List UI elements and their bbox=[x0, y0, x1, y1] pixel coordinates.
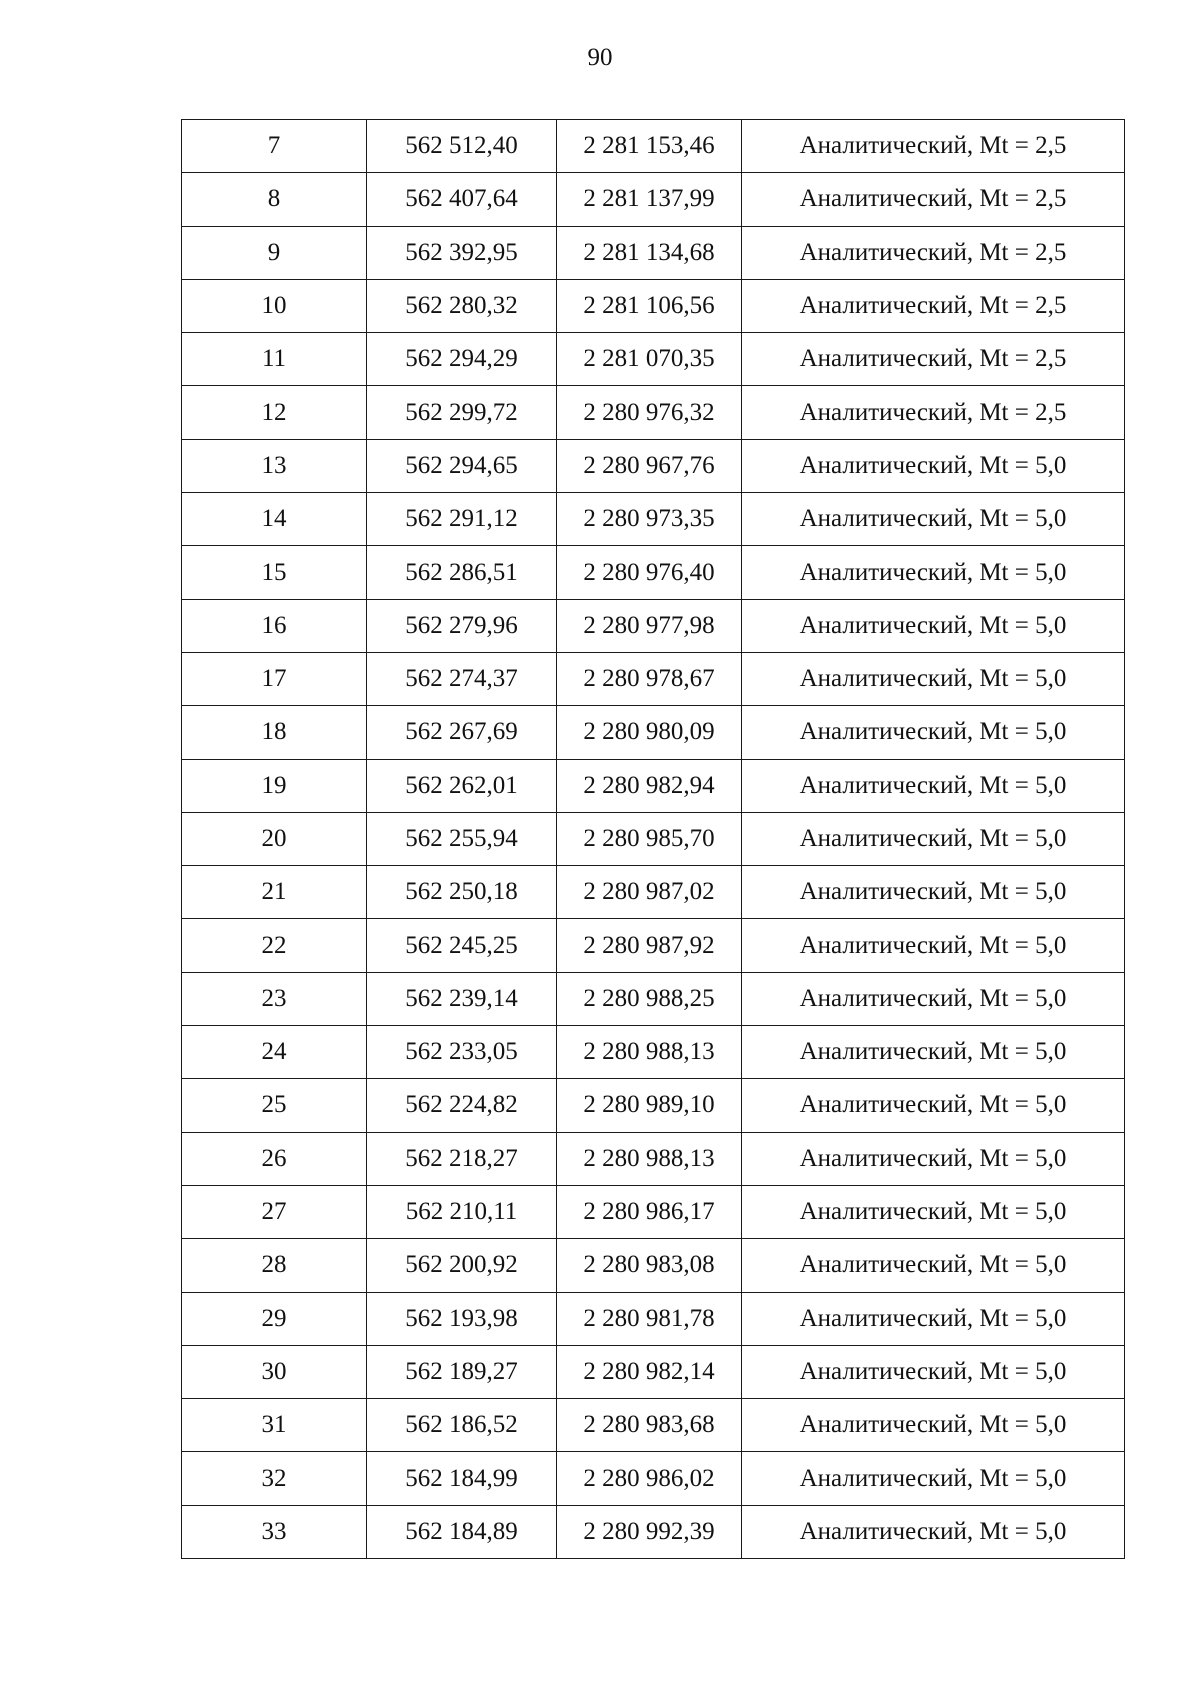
x-coordinate-cell: 562 280,32 bbox=[367, 279, 557, 332]
y-coordinate-cell: 2 281 137,99 bbox=[557, 173, 742, 226]
x-coordinate-cell: 562 218,27 bbox=[367, 1132, 557, 1185]
coordinates-table-body bbox=[182, 120, 1125, 1559]
table-row bbox=[182, 1292, 1125, 1345]
table-row bbox=[182, 173, 1125, 226]
method-cell: Аналитический, Mt = 5,0 bbox=[742, 1292, 1125, 1345]
point-number-cell: 11 bbox=[182, 333, 367, 386]
x-coordinate-cell: 562 279,96 bbox=[367, 599, 557, 652]
method-cell: Аналитический, Mt = 5,0 bbox=[742, 1452, 1125, 1505]
y-coordinate-cell: 2 281 070,35 bbox=[557, 333, 742, 386]
point-number-cell: 13 bbox=[182, 439, 367, 492]
x-coordinate-cell: 562 189,27 bbox=[367, 1345, 557, 1398]
x-coordinate-cell: 562 245,25 bbox=[367, 919, 557, 972]
y-coordinate-cell: 2 280 980,09 bbox=[557, 706, 742, 759]
point-number-cell: 14 bbox=[182, 493, 367, 546]
x-coordinate-cell: 562 210,11 bbox=[367, 1185, 557, 1238]
x-coordinate-cell: 562 239,14 bbox=[367, 972, 557, 1025]
method-cell: Аналитический, Mt = 2,5 bbox=[742, 333, 1125, 386]
method-cell: Аналитический, Mt = 5,0 bbox=[742, 972, 1125, 1025]
point-number-cell: 27 bbox=[182, 1185, 367, 1238]
method-cell: Аналитический, Mt = 2,5 bbox=[742, 386, 1125, 439]
method-cell: Аналитический, Mt = 5,0 bbox=[742, 493, 1125, 546]
table-row bbox=[182, 1185, 1125, 1238]
y-coordinate-cell: 2 280 988,25 bbox=[557, 972, 742, 1025]
y-coordinate-cell: 2 280 976,32 bbox=[557, 386, 742, 439]
y-coordinate-cell: 2 280 978,67 bbox=[557, 652, 742, 705]
table-row bbox=[182, 706, 1125, 759]
table-row bbox=[182, 1505, 1125, 1558]
point-number-cell: 23 bbox=[182, 972, 367, 1025]
method-cell: Аналитический, Mt = 2,5 bbox=[742, 279, 1125, 332]
y-coordinate-cell: 2 280 982,94 bbox=[557, 759, 742, 812]
point-number-cell: 32 bbox=[182, 1452, 367, 1505]
x-coordinate-cell: 562 274,37 bbox=[367, 652, 557, 705]
x-coordinate-cell: 562 407,64 bbox=[367, 173, 557, 226]
table-row bbox=[182, 1452, 1125, 1505]
method-cell: Аналитический, Mt = 5,0 bbox=[742, 546, 1125, 599]
method-cell: Аналитический, Mt = 5,0 bbox=[742, 599, 1125, 652]
y-coordinate-cell: 2 280 981,78 bbox=[557, 1292, 742, 1345]
y-coordinate-cell: 2 281 153,46 bbox=[557, 120, 742, 173]
y-coordinate-cell: 2 280 989,10 bbox=[557, 1079, 742, 1132]
table-row bbox=[182, 866, 1125, 919]
method-cell: Аналитический, Mt = 5,0 bbox=[742, 919, 1125, 972]
x-coordinate-cell: 562 255,94 bbox=[367, 812, 557, 865]
x-coordinate-cell: 562 291,12 bbox=[367, 493, 557, 546]
y-coordinate-cell: 2 280 988,13 bbox=[557, 1132, 742, 1185]
table-row bbox=[182, 759, 1125, 812]
x-coordinate-cell: 562 184,89 bbox=[367, 1505, 557, 1558]
point-number-cell: 7 bbox=[182, 120, 367, 173]
method-cell: Аналитический, Mt = 5,0 bbox=[742, 1026, 1125, 1079]
y-coordinate-cell: 2 281 106,56 bbox=[557, 279, 742, 332]
point-number-cell: 26 bbox=[182, 1132, 367, 1185]
x-coordinate-cell: 562 233,05 bbox=[367, 1026, 557, 1079]
table-row bbox=[182, 1026, 1125, 1079]
x-coordinate-cell: 562 184,99 bbox=[367, 1452, 557, 1505]
point-number-cell: 30 bbox=[182, 1345, 367, 1398]
x-coordinate-cell: 562 193,98 bbox=[367, 1292, 557, 1345]
x-coordinate-cell: 562 200,92 bbox=[367, 1239, 557, 1292]
method-cell: Аналитический, Mt = 2,5 bbox=[742, 120, 1125, 173]
x-coordinate-cell: 562 186,52 bbox=[367, 1399, 557, 1452]
point-number-cell: 25 bbox=[182, 1079, 367, 1132]
y-coordinate-cell: 2 280 987,92 bbox=[557, 919, 742, 972]
method-cell: Аналитический, Mt = 5,0 bbox=[742, 1399, 1125, 1452]
point-number-cell: 24 bbox=[182, 1026, 367, 1079]
y-coordinate-cell: 2 280 987,02 bbox=[557, 866, 742, 919]
method-cell: Аналитический, Mt = 5,0 bbox=[742, 1505, 1125, 1558]
method-cell: Аналитический, Mt = 2,5 bbox=[742, 173, 1125, 226]
point-number-cell: 20 bbox=[182, 812, 367, 865]
method-cell: Аналитический, Mt = 5,0 bbox=[742, 1079, 1125, 1132]
method-cell: Аналитический, Mt = 5,0 bbox=[742, 652, 1125, 705]
method-cell: Аналитический, Mt = 5,0 bbox=[742, 866, 1125, 919]
table-row bbox=[182, 120, 1125, 173]
point-number-cell: 29 bbox=[182, 1292, 367, 1345]
x-coordinate-cell: 562 286,51 bbox=[367, 546, 557, 599]
point-number-cell: 22 bbox=[182, 919, 367, 972]
table-row bbox=[182, 1132, 1125, 1185]
y-coordinate-cell: 2 280 988,13 bbox=[557, 1026, 742, 1079]
coordinates-table bbox=[181, 119, 1125, 1559]
x-coordinate-cell: 562 250,18 bbox=[367, 866, 557, 919]
table-row bbox=[182, 546, 1125, 599]
point-number-cell: 33 bbox=[182, 1505, 367, 1558]
x-coordinate-cell: 562 224,82 bbox=[367, 1079, 557, 1132]
point-number-cell: 21 bbox=[182, 866, 367, 919]
x-coordinate-cell: 562 267,69 bbox=[367, 706, 557, 759]
method-cell: Аналитический, Mt = 2,5 bbox=[742, 226, 1125, 279]
table-row bbox=[182, 812, 1125, 865]
y-coordinate-cell: 2 281 134,68 bbox=[557, 226, 742, 279]
table-row bbox=[182, 1079, 1125, 1132]
point-number-cell: 16 bbox=[182, 599, 367, 652]
x-coordinate-cell: 562 512,40 bbox=[367, 120, 557, 173]
point-number-cell: 15 bbox=[182, 546, 367, 599]
x-coordinate-cell: 562 294,65 bbox=[367, 439, 557, 492]
x-coordinate-cell: 562 294,29 bbox=[367, 333, 557, 386]
y-coordinate-cell: 2 280 976,40 bbox=[557, 546, 742, 599]
method-cell: Аналитический, Mt = 5,0 bbox=[742, 1345, 1125, 1398]
table-row bbox=[182, 1239, 1125, 1292]
point-number-cell: 19 bbox=[182, 759, 367, 812]
y-coordinate-cell: 2 280 983,68 bbox=[557, 1399, 742, 1452]
point-number-cell: 17 bbox=[182, 652, 367, 705]
point-number-cell: 10 bbox=[182, 279, 367, 332]
y-coordinate-cell: 2 280 985,70 bbox=[557, 812, 742, 865]
point-number-cell: 8 bbox=[182, 173, 367, 226]
table-row bbox=[182, 226, 1125, 279]
method-cell: Аналитический, Mt = 5,0 bbox=[742, 759, 1125, 812]
x-coordinate-cell: 562 299,72 bbox=[367, 386, 557, 439]
x-coordinate-cell: 562 392,95 bbox=[367, 226, 557, 279]
table-row bbox=[182, 1345, 1125, 1398]
table-row bbox=[182, 599, 1125, 652]
y-coordinate-cell: 2 280 992,39 bbox=[557, 1505, 742, 1558]
table-row bbox=[182, 919, 1125, 972]
x-coordinate-cell: 562 262,01 bbox=[367, 759, 557, 812]
table-row bbox=[182, 1399, 1125, 1452]
method-cell: Аналитический, Mt = 5,0 bbox=[742, 706, 1125, 759]
table-row bbox=[182, 493, 1125, 546]
point-number-cell: 31 bbox=[182, 1399, 367, 1452]
table-row bbox=[182, 652, 1125, 705]
method-cell: Аналитический, Mt = 5,0 bbox=[742, 1132, 1125, 1185]
point-number-cell: 9 bbox=[182, 226, 367, 279]
page-number: 90 bbox=[587, 44, 613, 71]
point-number-cell: 18 bbox=[182, 706, 367, 759]
table-row bbox=[182, 972, 1125, 1025]
table-row bbox=[182, 439, 1125, 492]
method-cell: Аналитический, Mt = 5,0 bbox=[742, 439, 1125, 492]
y-coordinate-cell: 2 280 986,17 bbox=[557, 1185, 742, 1238]
table-row bbox=[182, 386, 1125, 439]
y-coordinate-cell: 2 280 983,08 bbox=[557, 1239, 742, 1292]
table-row bbox=[182, 279, 1125, 332]
method-cell: Аналитический, Mt = 5,0 bbox=[742, 812, 1125, 865]
y-coordinate-cell: 2 280 973,35 bbox=[557, 493, 742, 546]
method-cell: Аналитический, Mt = 5,0 bbox=[742, 1239, 1125, 1292]
y-coordinate-cell: 2 280 986,02 bbox=[557, 1452, 742, 1505]
y-coordinate-cell: 2 280 977,98 bbox=[557, 599, 742, 652]
method-cell: Аналитический, Mt = 5,0 bbox=[742, 1185, 1125, 1238]
point-number-cell: 12 bbox=[182, 386, 367, 439]
point-number-cell: 28 bbox=[182, 1239, 367, 1292]
y-coordinate-cell: 2 280 967,76 bbox=[557, 439, 742, 492]
y-coordinate-cell: 2 280 982,14 bbox=[557, 1345, 742, 1398]
table-row bbox=[182, 333, 1125, 386]
